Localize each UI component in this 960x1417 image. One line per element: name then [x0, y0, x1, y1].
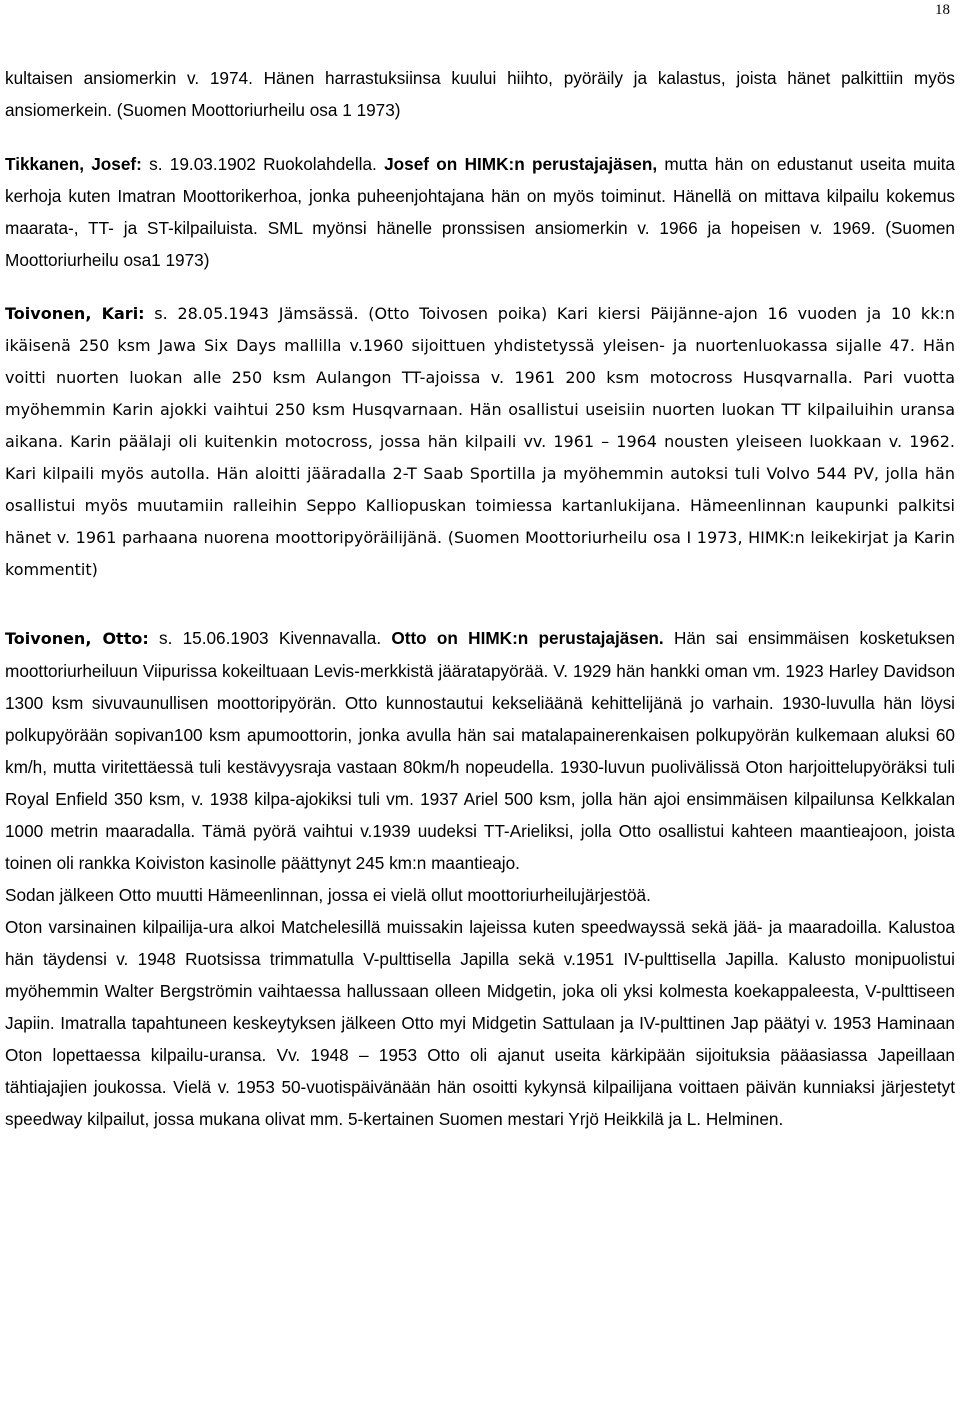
paragraph-career: [5, 911, 955, 1135]
paragraph-text: mutta hän on edustanut useita muita kerhoja kuten Imatran Moottorikerhoa, jonka puheenjohtajana hän on myös toiminut. Hänellä on mittava kilpailu kokemus maarata-, TT- ja ST-kilpailuista. SML myönsi hänelle pronssisen ansiomerkin v. 1966 ja hopeisen v. 1969. (Suomen Moottoriurheilu osa1 1973): [5, 154, 955, 270]
paragraph-text: Sodan jälkeen Otto muutti Hämeenlinnan, jossa ei vielä ollut moottoriurheilujärjestöä.: [5, 885, 651, 905]
paragraph-text: kultaisen ansiomerkin v. 1974. Hänen harrastuksiinsa kuului hiihto, pyöräily ja kalastus, joista hänet palkittiin myös ansiomerkein. (Suomen Moottoriurheilu osa 1 1973): [5, 68, 955, 120]
body-text: [5, 62, 955, 1135]
paragraph-text: s. 15.06.1903 Kivennavalla.: [148, 628, 392, 648]
paragraph-kari-toivonen: [5, 298, 955, 586]
entry-name: Toivonen, Kari:: [5, 304, 145, 323]
paragraph-text: s. 19.03.1902 Ruokolahdella.: [141, 154, 385, 174]
paragraph-text: Hän sai ensimmäisen kosketuksen moottoriurheiluun Viipurissa kokeiltuaan Levis-merkkistä jääratapyörää. V. 1929 hän hankki oman vm. 1923 Harley Davidson 1300 ksm sivuvaunullisen moottoripyörän. Otto kunnostautui kekseliäänä kehittelijänä jo varhain. 1930-luvulla hän löysi polkupyörään sopivan100 ksm apumoottorin, jonka avulla hän sai matalapainerenkaisen polkupyörän kulkemaan aluksi 60 km/h, mutta viritettäessä tuli kestävyysraja vastaan 80km/h nopeudella. 1930-luvun puolivälissä Oton harjoittelupyöräksi tuli Royal Enfield 350 ksm, v. 1938 kilpa-ajokiksi tuli vm. 1937 Ariel 500 ksm, jolla hän ajoi ensimmäisen kilpailunsa Kelkkalan 1000 metrin maaradalla. Tämä pyörä vaihtui v.1939 uudeksi TT-Arieliksi, jolla Otto osallistui kahteen maantieajoon, joista toinen oli rankka Koiviston kasinolle päättynyt 245 km:n maantieajo.: [5, 628, 955, 873]
paragraph-text: s. 28.05.1943 Jämsässä. (Otto Toivosen poika) Kari kiersi Päijänne-ajon 16 vuoden ja 10 kk:n ikäisenä 250 ksm Jawa Six Days mallilla v.1960 sijoittuen yhdistetyssä yleisen- ja nuortenluokassa sijalle 47. Hän voitti nuorten luokan alle 250 ksm Aulangon TT-ajoissa v. 1961 200 ksm motocross Husqvarnalla. Pari vuotta myöhemmin Karin ajokki vaihtui 250 ksm Husqvarnaan. Hän osallistui useisiin nuorten luokan TT kilpailuihin uransa aikana. Karin päälaji oli kuitenkin motocross, jossa hän kilpaili vv. 1961 – 1964 nousten yleiseen luokkaan v. 1962. Kari kilpaili myös autolla. Hän aloitti jääradalla 2-T Saab Sportilla ja myöhemmin autoksi tuli Volvo 544 PV, jolla hän osallistui myös muutamiin ralleihin Seppo Kalliopuskan toimiessa kartanlukijana. Hämeenlinnan kaupunki palkitsi hänet v. 1961 parhaana nuorena moottoripyöräilijänä. (Suomen Moottoriurheilu osa I 1973, HIMK:n leikekirjat ja Karin kommentit): [5, 304, 955, 579]
entry-name: Tikkanen, Josef:: [5, 154, 142, 174]
founder-note: Josef on HIMK:n perustajajäsen,: [384, 154, 658, 174]
founder-note: Otto on HIMK:n perustajajäsen.: [391, 628, 664, 648]
paragraph-after-war: [5, 879, 955, 911]
page-number: 18: [935, 2, 950, 18]
entry-name: Toivonen, Otto:: [5, 629, 149, 648]
paragraph-otto-toivonen: [5, 622, 955, 879]
paragraph-intro: [5, 62, 955, 126]
paragraph-text: Oton varsinainen kilpailija-ura alkoi Matchelesillä muissakin lajeissa kuten speedwayssä sekä jää- ja maaradoilla. Kalustoa hän täydensi v. 1948 Ruotsissa trimmatulla V-pulttisella Japilla sekä v.1951 IV-pulttisella Japilla. Kalusto monipuolistui myöhemmin Walter Bergströmin vaihtaessa hallussaan olleen Midgetin, joka oli yksi kolmesta koekappaleesta, V-pulttiseen Japiin. Imatralla tapahtuneen keskeytyksen jälkeen Otto myi Midgetin Sattulaan ja IV-pulttinen Jap päätyi v. 1953 Haminaan Oton lopettaessa kilpailu-uransa. Vv. 1948 – 1953 Otto oli ajanut useita kärkipään sijoituksia pääasiassa Japeillaan tähtiajajien joukossa. Vielä v. 1953 50-vuotispäivänään hän osoitti kykynsä kilpailijana voittaen päivän kunniaksi järjestetyt speedway kilpailut, jossa mukana olivat mm. 5-kertainen Suomen mestari Yrjö Heikkilä ja L. Helminen.: [5, 917, 955, 1129]
paragraph-tikkanen: [5, 148, 955, 276]
